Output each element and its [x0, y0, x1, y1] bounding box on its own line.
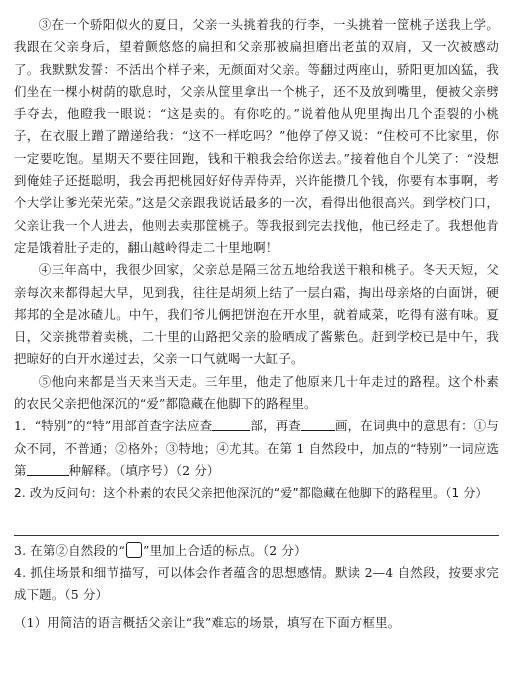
- question-1: [14, 415, 499, 482]
- question-1-text-b: 部，再查: [250, 418, 301, 434]
- meaning-choice-blank[interactable]: [27, 463, 69, 476]
- question-4-sub-1: （1）用简洁的语言概括父亲让“我”难忘的场景，填写在下面方框里。: [14, 615, 401, 631]
- question-1-text-d: 种解释。（填序号）（2 分）: [68, 462, 220, 478]
- paragraph-4: ④三年高中，我很少回家，父亲总是隔三岔五地给我送干粮和桃子。冬天天短，父亲每次来都得起大早，见到我，往往是胡须上结了一层白霜，掏出母亲烙的白面饼，硬邦邦的全是冰碴儿。中午，我们爷儿俩把饼泡在开水里，就着咸菜，吃得有滋有味。夏日，父亲挑带着卖桃，二十里的山路把父亲的脸晒成了酱紫色。赶到学校已是中午，我把晾好的白开水递过去，父亲一口气就喝一大缸子。: [14, 262, 499, 367]
- question-4: 4. 抓住场景和细节描写，可以体会作者蕴含的思想感情。默读 2—4 自然段，按要求完成下题。（5 分）: [14, 564, 499, 603]
- question-3-text-b: ”里加上合适的标点。（2 分）: [143, 542, 307, 558]
- question-2-answer-line[interactable]: [14, 505, 499, 536]
- radical-blank[interactable]: [212, 418, 250, 431]
- question-1-text-c: 画，在词典中的意思有：①与众不同，不普通；②格外；③特地；④尤其。在第 1 自然段中，加点的“特别”一词应选第: [14, 418, 499, 478]
- question-3-text-a: 3. 在第②自然段的“: [14, 542, 126, 558]
- paragraph-5: ⑤他向来都是当天来当天走。三年里，他走了他原来几十年走过的路程。这个朴素的农民父亲把他深沉的“爱”都隐藏在他脚下的路程里。: [14, 373, 499, 412]
- stroke-count-blank[interactable]: [301, 418, 335, 431]
- question-3: [14, 540, 499, 562]
- question-2: 2. 改为反问句：这个朴素的农民父亲把他深沉的“爱”都隐藏在他脚下的路程里。（1 分）: [14, 486, 488, 501]
- punctuation-box-icon: [126, 542, 142, 558]
- paragraph-3: ③在一个骄阳似火的夏日，父亲一头挑着我的行李，一头挑着一筐桃子送我上学。我跟在父亲身后，望着颤悠悠的扁担和父亲那被扁担磨出老茧的双肩，又一次被感动了。我默默发誓：不活出个样子来，无颜面对父亲。等翻过两座山，骄阳更加凶猛，我们坐在一棵小树荫的歇息时，父亲从筐里拿出一个桃子，还不及放到嘴里，便被父亲劈手夺去，他瞪我一眼说：“这是卖的。有你吃的。”说着他从兜里掏出几个歪裂的小桃子，在衣服上蹭了蹭递给我：“这不一样吃吗？”他停了停又说：“住校可不比家里，你一定要吃饱。星期天不要往回跑，钱和干粮我会给你送去。”接着他自个儿笑了：“没想到俺娃子还挺聪明，我会再把桃园好好侍弄侍弄，兴许能攒几个钱，你要有本事啊，考个大学让爹光荣光荣。”这是父亲跟我说话最多的一次，看得出他很高兴。到学校门口，父亲让我一个人进去，他则去卖那筐桃子。等我报到完去找他，他已经走了。我想他肯定是饿着肚子走的，翻山越岭得走二十里地啊！: [14, 17, 499, 255]
- question-1-text-a: 1．“特别”的“特”用部首查字法应查: [14, 418, 213, 434]
